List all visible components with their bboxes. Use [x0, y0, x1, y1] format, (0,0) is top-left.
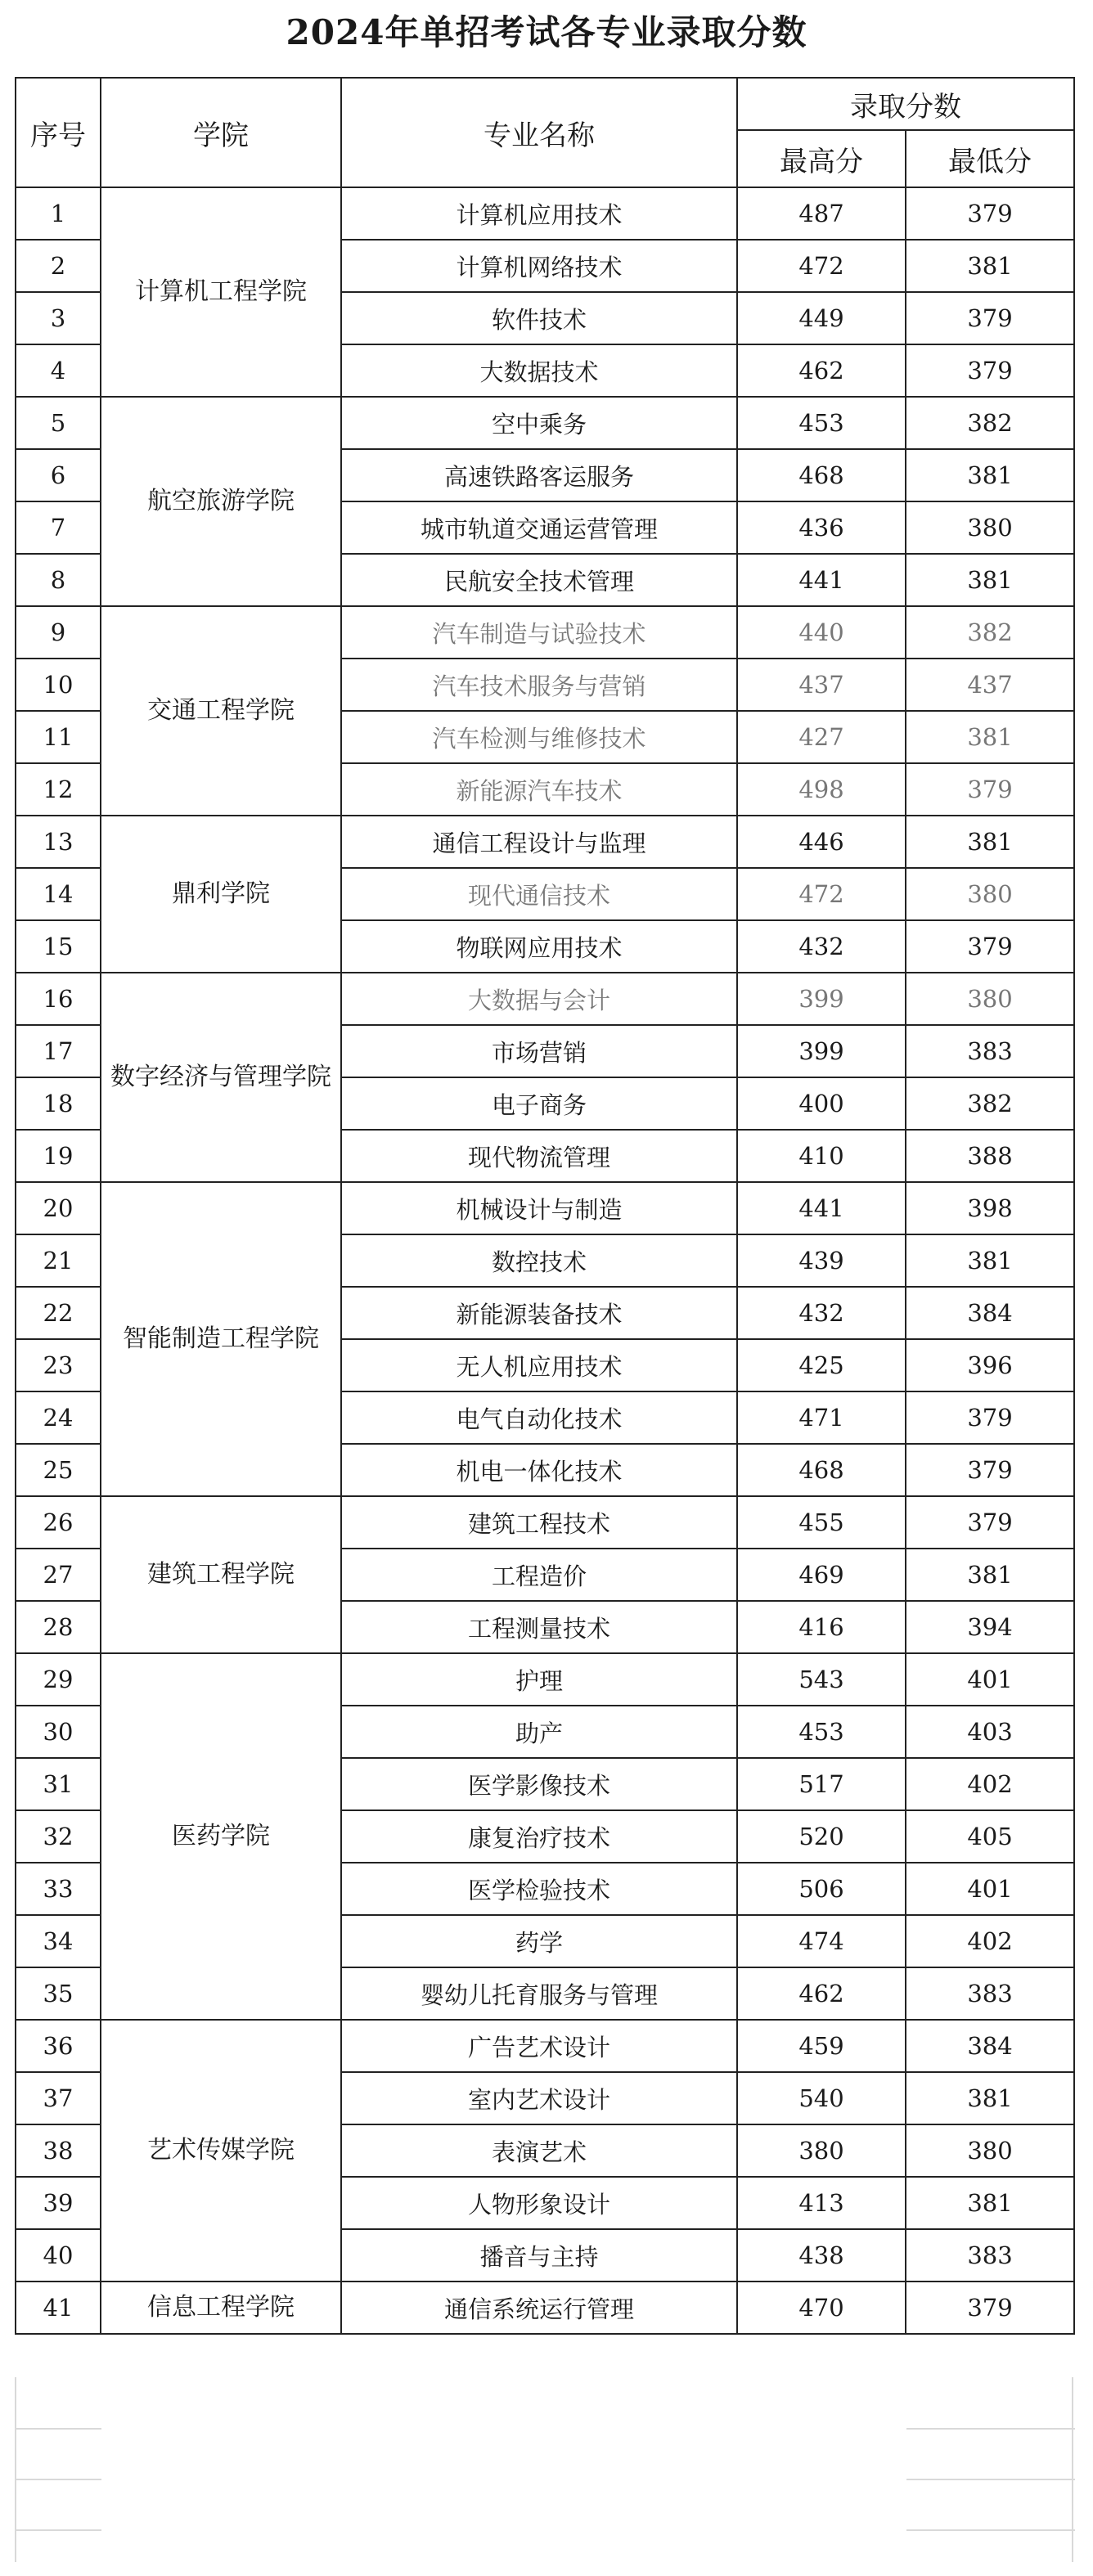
row-seq: 41	[16, 2282, 101, 2334]
row-max-score: 380	[737, 2124, 906, 2177]
row-max-score: 471	[737, 1391, 906, 1444]
row-seq: 6	[16, 449, 101, 501]
row-max-score: 416	[737, 1601, 906, 1653]
row-max-score: 462	[737, 1967, 906, 2020]
row-max-score: 446	[737, 816, 906, 868]
row-major: 民航安全技术管理	[341, 554, 737, 606]
row-max-score: 470	[737, 2282, 906, 2334]
row-seq: 14	[16, 868, 101, 920]
row-seq: 4	[16, 344, 101, 397]
row-max-score: 440	[737, 606, 906, 659]
row-max-score: 520	[737, 1810, 906, 1863]
row-seq: 17	[16, 1025, 101, 1077]
header-seq: 序号	[16, 78, 101, 187]
row-college: 航空旅游学院	[101, 397, 341, 606]
row-major: 建筑工程技术	[341, 1496, 737, 1549]
row-min-score: 384	[906, 1287, 1074, 1339]
row-min-score: 379	[906, 920, 1074, 973]
row-min-score: 398	[906, 1182, 1074, 1234]
row-max-score: 399	[737, 973, 906, 1025]
row-major: 药学	[341, 1915, 737, 1967]
row-max-score: 469	[737, 1549, 906, 1601]
row-min-score: 381	[906, 711, 1074, 763]
row-max-score: 543	[737, 1653, 906, 1706]
row-seq: 35	[16, 1967, 101, 2020]
row-seq: 15	[16, 920, 101, 973]
row-seq: 31	[16, 1758, 101, 1810]
row-max-score: 425	[737, 1339, 906, 1391]
row-max-score: 439	[737, 1234, 906, 1287]
row-min-score: 381	[906, 449, 1074, 501]
row-min-score: 402	[906, 1758, 1074, 1810]
row-min-score: 383	[906, 1025, 1074, 1077]
empty-rows-area	[15, 2377, 1073, 2562]
row-min-score: 381	[906, 240, 1074, 292]
row-min-score: 381	[906, 1549, 1074, 1601]
row-max-score: 455	[737, 1496, 906, 1549]
row-seq: 2	[16, 240, 101, 292]
row-college: 智能制造工程学院	[101, 1182, 341, 1496]
row-major: 物联网应用技术	[341, 920, 737, 973]
row-seq: 39	[16, 2177, 101, 2229]
row-major: 高速铁路客运服务	[341, 449, 737, 501]
table-row	[16, 397, 1074, 449]
row-major: 城市轨道交通运营管理	[341, 501, 737, 554]
row-seq: 36	[16, 2020, 101, 2072]
row-seq: 9	[16, 606, 101, 659]
row-college: 建筑工程学院	[101, 1496, 341, 1653]
row-min-score: 388	[906, 1130, 1074, 1182]
row-seq: 23	[16, 1339, 101, 1391]
row-seq: 8	[16, 554, 101, 606]
row-max-score: 427	[737, 711, 906, 763]
row-min-score: 383	[906, 1967, 1074, 2020]
row-seq: 10	[16, 659, 101, 711]
row-major: 人物形象设计	[341, 2177, 737, 2229]
row-min-score: 403	[906, 1706, 1074, 1758]
row-major: 工程测量技术	[341, 1601, 737, 1653]
row-major: 护理	[341, 1653, 737, 1706]
row-major: 市场营销	[341, 1025, 737, 1077]
row-seq: 7	[16, 501, 101, 554]
row-min-score: 379	[906, 344, 1074, 397]
row-max-score: 441	[737, 1182, 906, 1234]
row-major: 现代通信技术	[341, 868, 737, 920]
row-major: 新能源装备技术	[341, 1287, 737, 1339]
row-major: 大数据与会计	[341, 973, 737, 1025]
row-min-score: 379	[906, 2282, 1074, 2334]
row-seq: 20	[16, 1182, 101, 1234]
row-min-score: 380	[906, 973, 1074, 1025]
header-major: 专业名称	[341, 78, 737, 187]
row-max-score: 517	[737, 1758, 906, 1810]
header-max-score: 最高分	[737, 130, 906, 187]
empty-row-divider	[906, 2529, 1075, 2531]
row-max-score: 487	[737, 187, 906, 240]
row-seq: 3	[16, 292, 101, 344]
row-major: 汽车技术服务与营销	[341, 659, 737, 711]
row-major: 机电一体化技术	[341, 1444, 737, 1496]
row-major: 通信系统运行管理	[341, 2282, 737, 2334]
row-max-score: 399	[737, 1025, 906, 1077]
row-seq: 18	[16, 1077, 101, 1130]
row-min-score: 382	[906, 397, 1074, 449]
table-row	[16, 2282, 1074, 2334]
row-seq: 19	[16, 1130, 101, 1182]
row-seq: 1	[16, 187, 101, 240]
row-seq: 22	[16, 1287, 101, 1339]
row-max-score: 472	[737, 868, 906, 920]
row-seq: 5	[16, 397, 101, 449]
row-min-score: 380	[906, 501, 1074, 554]
row-max-score: 453	[737, 1706, 906, 1758]
row-seq: 12	[16, 763, 101, 816]
row-min-score: 381	[906, 2177, 1074, 2229]
row-max-score: 400	[737, 1077, 906, 1130]
row-major: 康复治疗技术	[341, 1810, 737, 1863]
document-title: 2024年单招考试各专业录取分数	[286, 12, 807, 52]
row-college: 医药学院	[101, 1653, 341, 2020]
empty-row-divider	[906, 2479, 1075, 2480]
empty-row-divider	[906, 2428, 1075, 2430]
table-row	[16, 816, 1074, 868]
row-min-score: 379	[906, 187, 1074, 240]
row-seq: 24	[16, 1391, 101, 1444]
row-min-score: 380	[906, 2124, 1074, 2177]
row-major: 电气自动化技术	[341, 1391, 737, 1444]
row-seq: 26	[16, 1496, 101, 1549]
row-max-score: 436	[737, 501, 906, 554]
row-max-score: 472	[737, 240, 906, 292]
row-min-score: 379	[906, 1496, 1074, 1549]
row-major: 表演艺术	[341, 2124, 737, 2177]
row-seq: 34	[16, 1915, 101, 1967]
row-min-score: 380	[906, 868, 1074, 920]
row-max-score: 437	[737, 659, 906, 711]
row-major: 医学检验技术	[341, 1863, 737, 1915]
row-min-score: 437	[906, 659, 1074, 711]
row-major: 计算机网络技术	[341, 240, 737, 292]
header-scores: 录取分数	[737, 78, 1074, 130]
row-max-score: 441	[737, 554, 906, 606]
row-major: 电子商务	[341, 1077, 737, 1130]
row-min-score: 402	[906, 1915, 1074, 1967]
row-major: 助产	[341, 1706, 737, 1758]
table-row	[16, 1496, 1074, 1549]
empty-row-divider	[16, 2479, 101, 2480]
row-seq: 28	[16, 1601, 101, 1653]
row-seq: 40	[16, 2229, 101, 2282]
row-seq: 33	[16, 1863, 101, 1915]
admission-score-table	[15, 77, 1075, 2335]
row-min-score: 379	[906, 1391, 1074, 1444]
row-major: 工程造价	[341, 1549, 737, 1601]
row-max-score: 506	[737, 1863, 906, 1915]
row-min-score: 384	[906, 2020, 1074, 2072]
row-max-score: 459	[737, 2020, 906, 2072]
row-min-score: 381	[906, 816, 1074, 868]
row-major: 播音与主持	[341, 2229, 737, 2282]
row-major: 新能源汽车技术	[341, 763, 737, 816]
row-max-score: 468	[737, 449, 906, 501]
table-body	[16, 187, 1074, 2334]
row-max-score: 432	[737, 1287, 906, 1339]
row-seq: 11	[16, 711, 101, 763]
row-major: 无人机应用技术	[341, 1339, 737, 1391]
row-min-score: 401	[906, 1863, 1074, 1915]
row-major: 汽车制造与试验技术	[341, 606, 737, 659]
header-min-score: 最低分	[906, 130, 1074, 187]
row-seq: 25	[16, 1444, 101, 1496]
row-college: 交通工程学院	[101, 606, 341, 816]
row-college: 数字经济与管理学院	[101, 973, 341, 1182]
row-max-score: 498	[737, 763, 906, 816]
table-row	[16, 1182, 1074, 1234]
row-seq: 13	[16, 816, 101, 868]
row-major: 数控技术	[341, 1234, 737, 1287]
row-major: 汽车检测与维修技术	[341, 711, 737, 763]
row-college: 艺术传媒学院	[101, 2020, 341, 2282]
row-major: 机械设计与制造	[341, 1182, 737, 1234]
header-college: 学院	[101, 78, 341, 187]
row-college: 计算机工程学院	[101, 187, 341, 397]
row-major: 大数据技术	[341, 344, 737, 397]
row-min-score: 379	[906, 763, 1074, 816]
row-seq: 30	[16, 1706, 101, 1758]
row-max-score: 449	[737, 292, 906, 344]
row-seq: 32	[16, 1810, 101, 1863]
row-min-score: 383	[906, 2229, 1074, 2282]
row-seq: 16	[16, 973, 101, 1025]
row-major: 计算机应用技术	[341, 187, 737, 240]
row-seq: 37	[16, 2072, 101, 2124]
row-seq: 38	[16, 2124, 101, 2177]
table-row	[16, 1653, 1074, 1706]
row-max-score: 438	[737, 2229, 906, 2282]
table-row	[16, 606, 1074, 659]
row-major: 通信工程设计与监理	[341, 816, 737, 868]
row-min-score: 382	[906, 1077, 1074, 1130]
row-max-score: 432	[737, 920, 906, 973]
row-min-score: 379	[906, 292, 1074, 344]
row-min-score: 381	[906, 2072, 1074, 2124]
row-min-score: 381	[906, 554, 1074, 606]
row-max-score: 540	[737, 2072, 906, 2124]
row-major: 婴幼儿托育服务与管理	[341, 1967, 737, 2020]
row-major: 广告艺术设计	[341, 2020, 737, 2072]
row-college: 鼎利学院	[101, 816, 341, 973]
row-max-score: 468	[737, 1444, 906, 1496]
table-row	[16, 187, 1074, 240]
row-max-score: 453	[737, 397, 906, 449]
row-max-score: 474	[737, 1915, 906, 1967]
row-min-score: 401	[906, 1653, 1074, 1706]
row-max-score: 410	[737, 1130, 906, 1182]
row-major: 医学影像技术	[341, 1758, 737, 1810]
table-row	[16, 973, 1074, 1025]
row-major: 室内艺术设计	[341, 2072, 737, 2124]
empty-row-divider	[16, 2529, 101, 2531]
row-min-score: 381	[906, 1234, 1074, 1287]
row-seq: 27	[16, 1549, 101, 1601]
row-min-score: 394	[906, 1601, 1074, 1653]
row-seq: 29	[16, 1653, 101, 1706]
row-college: 信息工程学院	[101, 2282, 341, 2334]
row-min-score: 379	[906, 1444, 1074, 1496]
empty-row-divider	[16, 2428, 101, 2430]
row-min-score: 396	[906, 1339, 1074, 1391]
row-major: 软件技术	[341, 292, 737, 344]
row-major: 空中乘务	[341, 397, 737, 449]
row-max-score: 413	[737, 2177, 906, 2229]
row-seq: 21	[16, 1234, 101, 1287]
row-major: 现代物流管理	[341, 1130, 737, 1182]
row-max-score: 462	[737, 344, 906, 397]
row-min-score: 405	[906, 1810, 1074, 1863]
table-row	[16, 2020, 1074, 2072]
row-min-score: 382	[906, 606, 1074, 659]
